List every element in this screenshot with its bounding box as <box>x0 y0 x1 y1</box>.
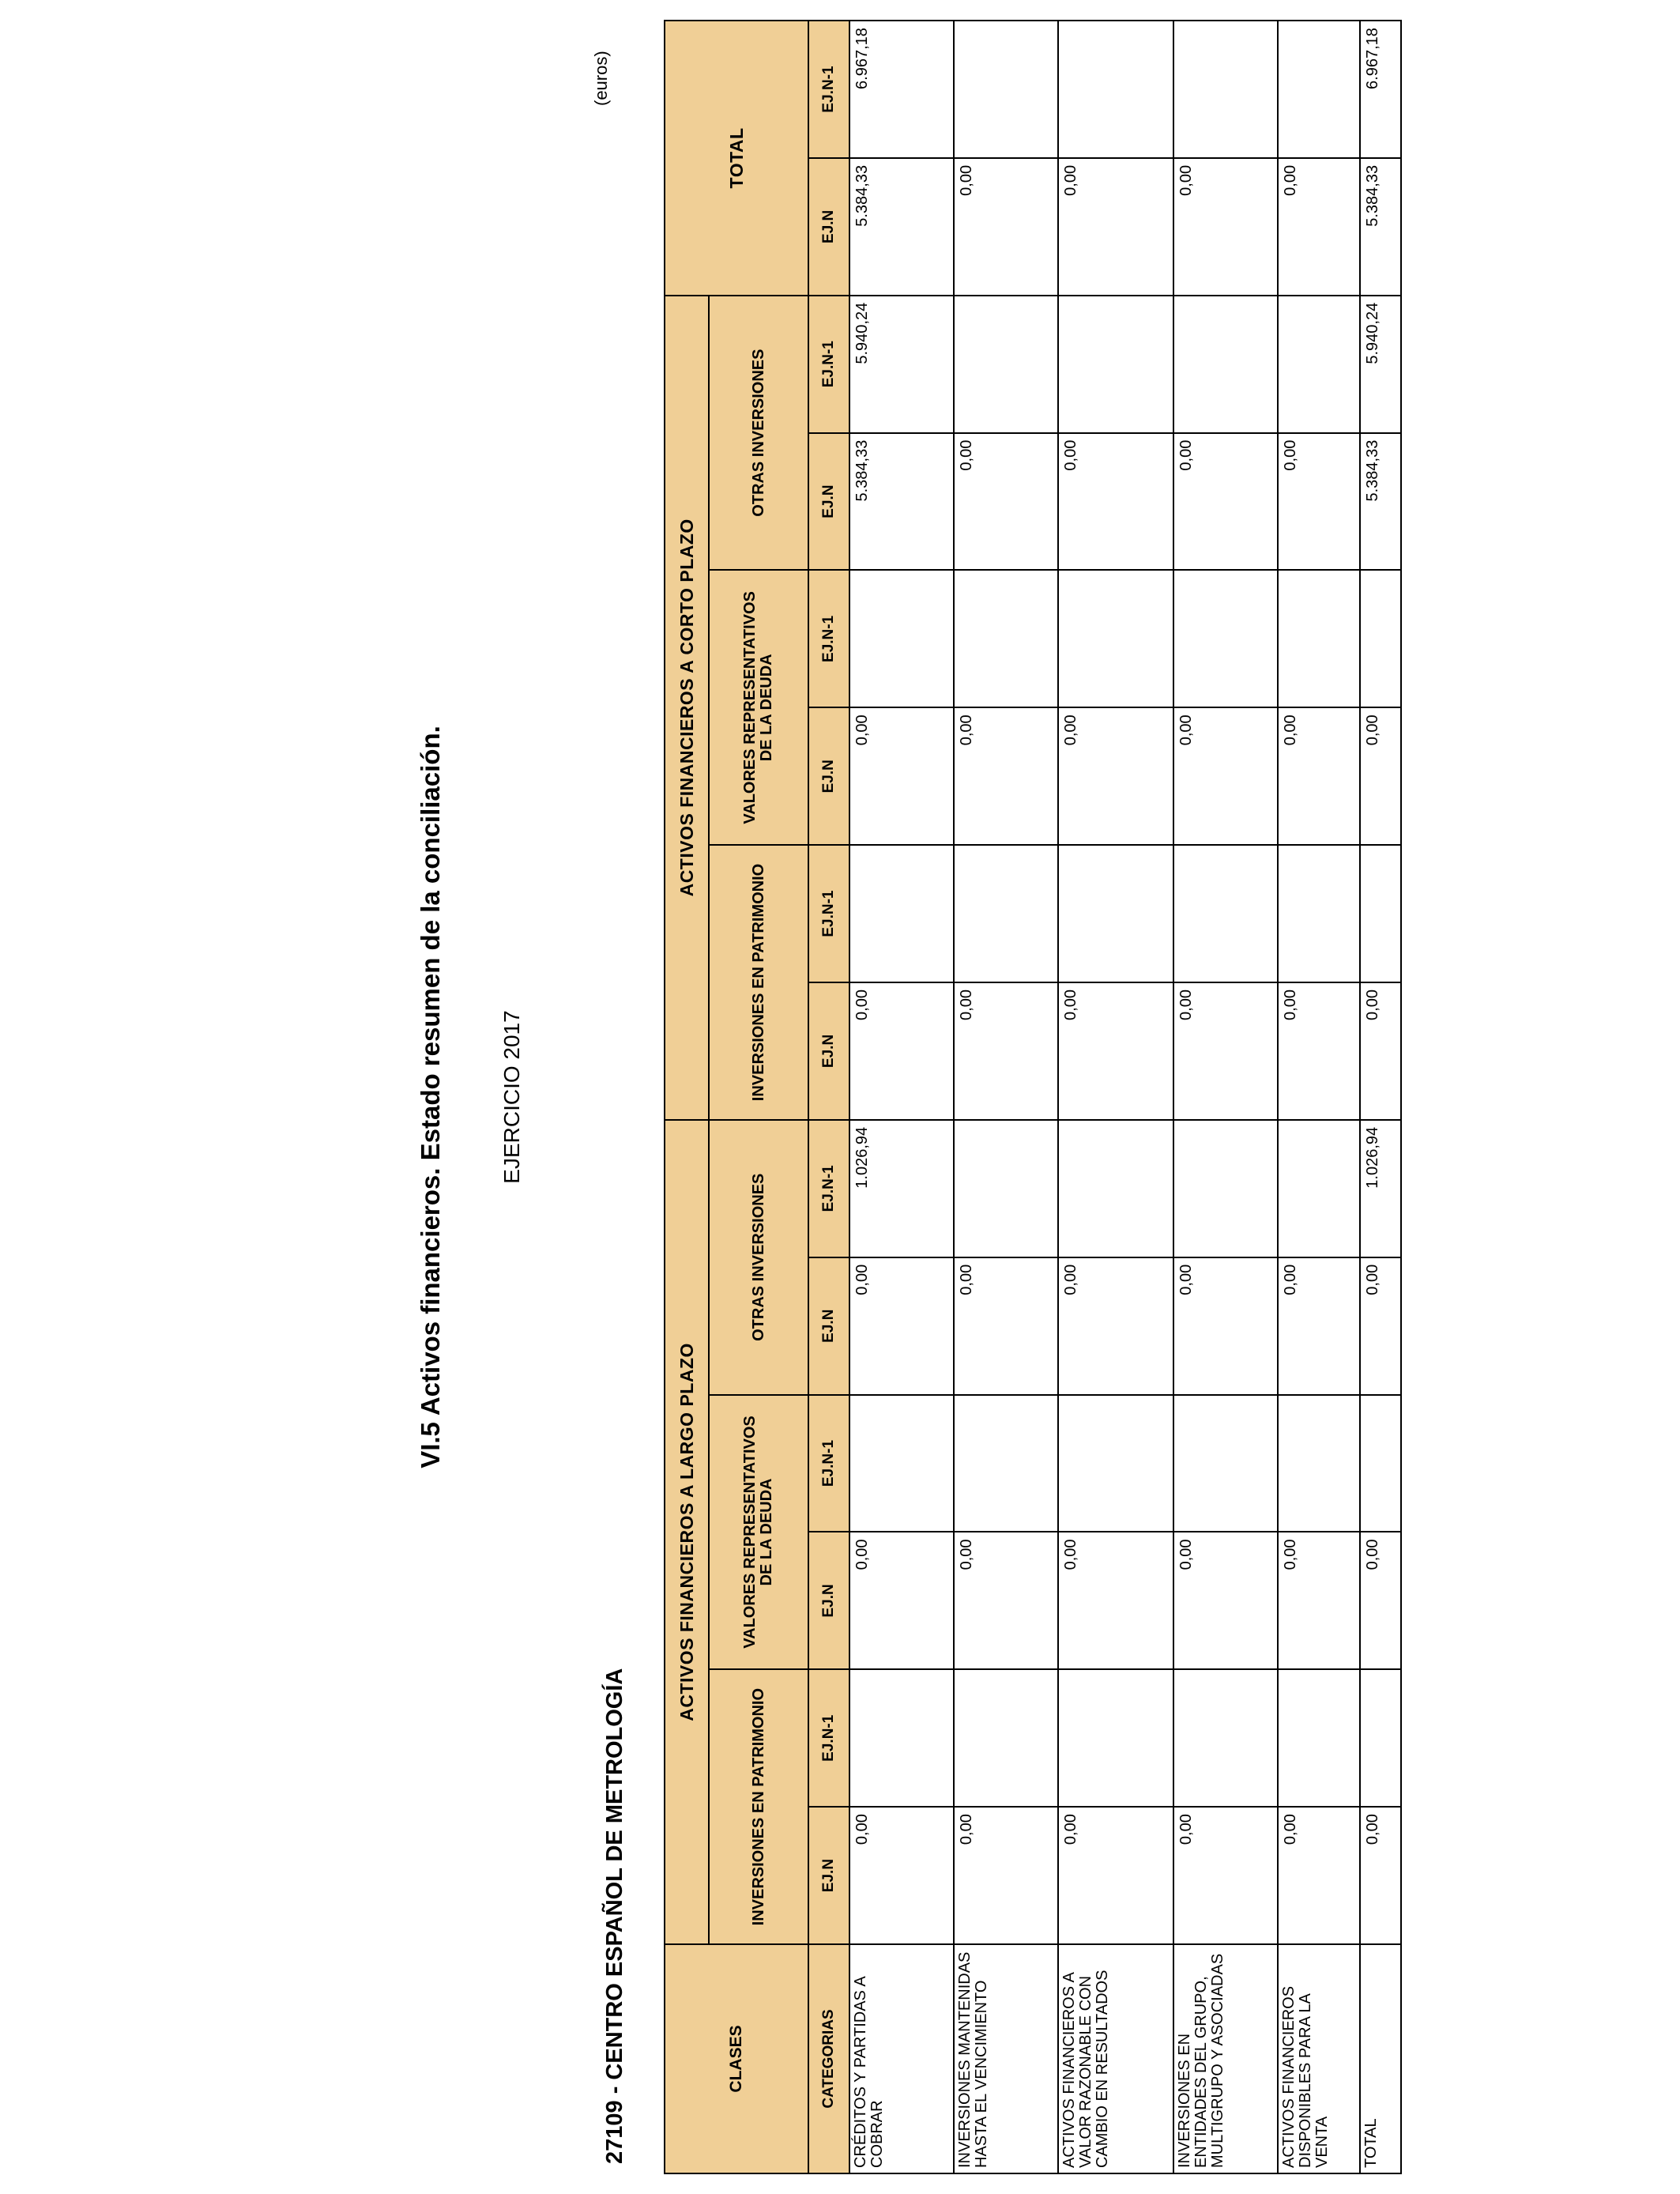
value-cell: 5.384,33 <box>1360 433 1401 571</box>
value-cell <box>849 1395 954 1532</box>
value-cell <box>849 1669 954 1807</box>
value-cell: 0,00 <box>954 433 1058 571</box>
value-cell <box>1278 296 1360 433</box>
value-cell <box>1173 1120 1278 1257</box>
row-category: ACTIVOS FINANCIEROS A VALOR RAZONABLE CON CAMBIO EN RESULTADOS <box>1058 1944 1173 2173</box>
value-cell <box>1360 845 1401 982</box>
value-cell <box>1278 1669 1360 1807</box>
value-cell: 5.940,24 <box>1360 296 1401 433</box>
value-cell <box>1360 570 1401 707</box>
value-cell: 0,00 <box>1173 1257 1278 1395</box>
row-category: INVERSIONES EN ENTIDADES DEL GRUPO, MULTIGRUPO Y ASOCIADAS <box>1173 1944 1278 2173</box>
value-cell: 0,00 <box>954 707 1058 845</box>
value-cell: 0,00 <box>1058 982 1173 1120</box>
value-cell: 0,00 <box>1173 1532 1278 1669</box>
value-cell: 0,00 <box>1173 158 1278 296</box>
header-year: EJ.N <box>808 433 849 571</box>
value-cell: 0,00 <box>954 158 1058 296</box>
header-year: EJ.N <box>808 707 849 845</box>
value-cell <box>954 570 1058 707</box>
value-cell: 0,00 <box>1360 1807 1401 1944</box>
value-cell: 0,00 <box>1058 707 1173 845</box>
value-cell: 0,00 <box>1173 433 1278 571</box>
header-year: EJ.N-1 <box>808 845 849 982</box>
header-year: EJ.N <box>808 158 849 296</box>
value-cell <box>1058 21 1173 158</box>
value-cell <box>1173 845 1278 982</box>
value-cell: 1.026,94 <box>1360 1120 1401 1257</box>
value-cell: 0,00 <box>954 982 1058 1120</box>
value-cell: 0,00 <box>849 1257 954 1395</box>
table-row <box>1058 21 1173 2173</box>
header-corto-plazo: ACTIVOS FINANCIEROS A CORTO PLAZO <box>665 296 709 1120</box>
header-year: EJ.N-1 <box>808 296 849 433</box>
value-cell: 0,00 <box>849 1532 954 1669</box>
value-cell: 0,00 <box>954 1807 1058 1944</box>
value-cell <box>954 296 1058 433</box>
value-cell: 0,00 <box>1360 1532 1401 1669</box>
header-year: EJ.N <box>808 1807 849 1944</box>
value-cell: 0,00 <box>1278 707 1360 845</box>
value-cell <box>1360 1395 1401 1532</box>
value-cell: 0,00 <box>1173 982 1278 1120</box>
header-year: EJ.N <box>808 1532 849 1669</box>
value-cell <box>1360 1669 1401 1807</box>
header-year: EJ.N-1 <box>808 1395 849 1532</box>
value-cell: 0,00 <box>1360 707 1401 845</box>
value-cell <box>954 845 1058 982</box>
row-category: INVERSIONES MANTENIDAS HASTA EL VENCIMIENTO <box>954 1944 1058 2173</box>
financial-assets-table <box>664 20 1402 2174</box>
header-year: EJ.N-1 <box>808 21 849 158</box>
header-year: EJ.N-1 <box>808 570 849 707</box>
value-cell: 0,00 <box>1058 433 1173 571</box>
value-cell: 0,00 <box>954 1532 1058 1669</box>
value-cell: 0,00 <box>954 1257 1058 1395</box>
row-category: CRÉDITOS Y PARTIDAS A COBRAR <box>849 1944 954 2173</box>
entity-name: 27109 - CENTRO ESPAÑOL DE METROLOGÍA <box>602 1668 627 2164</box>
table-row <box>849 21 954 2173</box>
header-cp-valores: VALORES REPRESENTATIVOS DE LA DEUDA <box>709 570 808 845</box>
value-cell: 0,00 <box>1278 158 1360 296</box>
value-cell <box>1058 296 1173 433</box>
value-cell <box>954 1669 1058 1807</box>
value-cell: 6.967,18 <box>849 21 954 158</box>
value-cell: 0,00 <box>849 982 954 1120</box>
header-lp-patrimonio: INVERSIONES EN PATRIMONIO <box>709 1669 808 1944</box>
value-cell: 0,00 <box>1058 1257 1173 1395</box>
table-row-total <box>1360 21 1401 2173</box>
value-cell <box>1173 1669 1278 1807</box>
value-cell <box>1278 570 1360 707</box>
value-cell: 0,00 <box>1360 982 1401 1120</box>
units-label: (euros) <box>591 51 611 106</box>
header-lp-otras: OTRAS INVERSIONES <box>709 1120 808 1395</box>
row-category: ACTIVOS FINANCIEROS DISPONIBLES PARA LA VENTA <box>1278 1944 1360 2173</box>
value-cell: 0,00 <box>849 707 954 845</box>
document-subtitle: EJERCICIO 2017 <box>499 1010 524 1184</box>
header-categorias: CATEGORIAS <box>808 1944 849 2173</box>
value-cell <box>1278 845 1360 982</box>
value-cell: 0,00 <box>849 1807 954 1944</box>
value-cell <box>1278 21 1360 158</box>
value-cell: 0,00 <box>1278 1807 1360 1944</box>
header-year: EJ.N-1 <box>808 1120 849 1257</box>
header-year: EJ.N <box>808 982 849 1120</box>
value-cell <box>1058 570 1173 707</box>
value-cell: 0,00 <box>1058 1807 1173 1944</box>
value-cell <box>1278 1395 1360 1532</box>
value-cell: 6.967,18 <box>1360 21 1401 158</box>
value-cell <box>954 21 1058 158</box>
value-cell: 0,00 <box>1173 1807 1278 1944</box>
row-category: TOTAL <box>1360 1944 1401 2173</box>
document-title: VI.5 Activos financieros. Estado resumen de la conciliación. <box>416 726 445 1468</box>
value-cell <box>1173 570 1278 707</box>
value-cell <box>1058 1395 1173 1532</box>
value-cell: 5.940,24 <box>849 296 954 433</box>
value-cell: 0,00 <box>1278 1532 1360 1669</box>
value-cell <box>1173 1395 1278 1532</box>
value-cell: 0,00 <box>1058 1532 1173 1669</box>
header-cp-patrimonio: INVERSIONES EN PATRIMONIO <box>709 845 808 1120</box>
header-lp-valores: VALORES REPRESENTATIVOS DE LA DEUDA <box>709 1395 808 1670</box>
value-cell <box>849 570 954 707</box>
value-cell: 5.384,33 <box>1360 158 1401 296</box>
header-year: EJ.N-1 <box>808 1669 849 1807</box>
table-row <box>1173 21 1278 2173</box>
value-cell: 5.384,33 <box>849 433 954 571</box>
value-cell: 0,00 <box>1278 1257 1360 1395</box>
value-cell: 0,00 <box>1278 433 1360 571</box>
value-cell: 0,00 <box>1058 158 1173 296</box>
header-cp-otras: OTRAS INVERSIONES <box>709 296 808 571</box>
value-cell: 0,00 <box>1360 1257 1401 1395</box>
value-cell <box>954 1120 1058 1257</box>
value-cell: 0,00 <box>1278 982 1360 1120</box>
value-cell <box>849 845 954 982</box>
value-cell <box>954 1395 1058 1532</box>
table-row <box>954 21 1058 2173</box>
value-cell <box>1058 1120 1173 1257</box>
header-year: EJ.N <box>808 1257 849 1395</box>
header-total: TOTAL <box>665 21 808 296</box>
value-cell <box>1058 845 1173 982</box>
table-row <box>1278 21 1360 2173</box>
header-largo-plazo: ACTIVOS FINANCIEROS A LARGO PLAZO <box>665 1120 709 1944</box>
value-cell <box>1173 21 1278 158</box>
value-cell: 0,00 <box>1173 707 1278 845</box>
value-cell: 5.384,33 <box>849 158 954 296</box>
value-cell <box>1278 1120 1360 1257</box>
value-cell <box>1173 296 1278 433</box>
value-cell: 1.026,94 <box>849 1120 954 1257</box>
value-cell <box>1058 1669 1173 1807</box>
header-clases: CLASES <box>665 1944 808 2173</box>
